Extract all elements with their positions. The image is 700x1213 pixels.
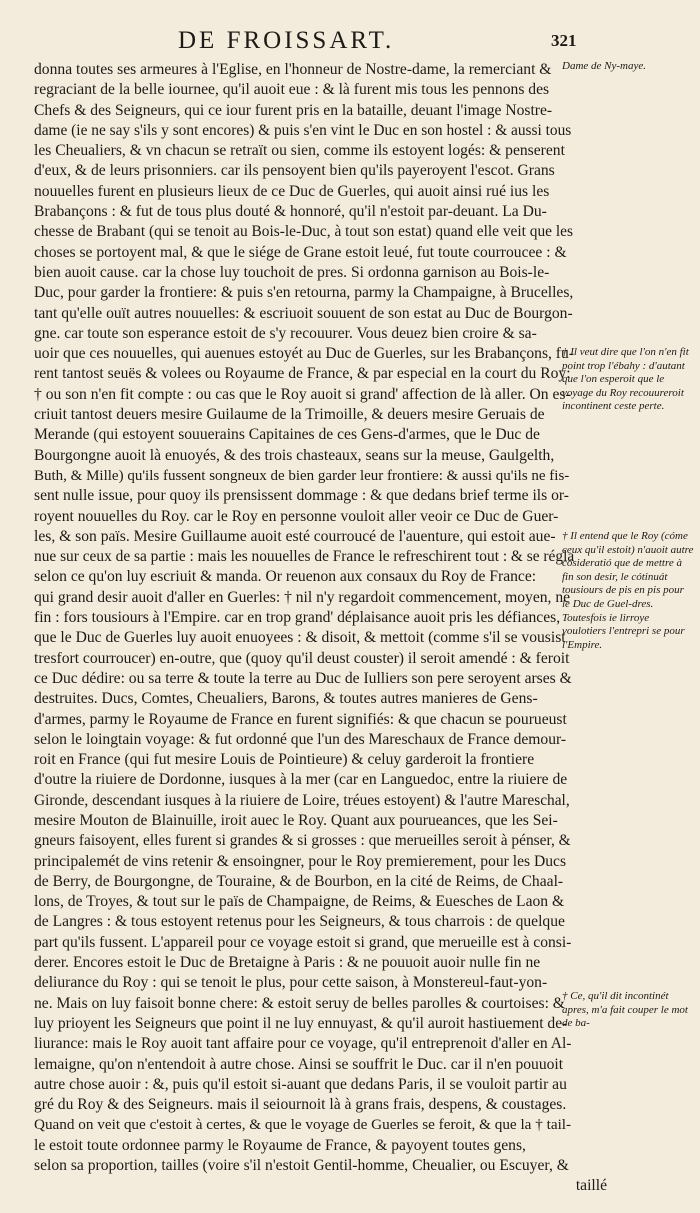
text-line: † ou son n'en fit compte : ou cas que le Roy auoit si grand' affection de là aller. On es- [34, 385, 571, 403]
text-line: luy prioyent les Seigneurs que point il ne luy ennuyast, & qu'il auroit hastiuement de- [34, 1014, 568, 1032]
margin-note: † Ce, qu'il dit incontinét apres, m'a fait couper le mot de ba- [562, 990, 688, 1030]
text-line: royent nouuelles du Roy. car le Roy en personne vouloit aller veoir ce Duc de Guer- [34, 507, 559, 525]
text-line: derer. Encores estoit le Duc de Bretaigne à Paris : & ne pouuoit auoir nulle fin ne [34, 954, 541, 972]
text-line: gne. car toute son esperance estoit de s'y recouurer. Vous deuez bien croire & sa- [34, 324, 537, 342]
text-line: selon ce qu'on luy escriuit & manda. Or reuenon aux consaux du Roy de France: [34, 568, 537, 586]
text-line: roit en France (qui fut mesire Louis de Pointieure) & celuy garderoit la frontiere [34, 751, 535, 769]
margin-note: Dame de Ny-maye. [562, 60, 646, 72]
text-line: gré du Roy & des Seigneurs. mais il seiournoit là à grans frais, despens, & coustages. [34, 1096, 567, 1114]
text-line: selon sa proportion, tailles (voire s'il n'estoit Gentil-homme, Cheualier, ou Escuyer, & [34, 1157, 569, 1175]
text-line: principalemét de vins retenir & ensoingner, pour le Roy premierement, pour les Ducs [34, 852, 567, 870]
text-line: autre chose auoir : &, puis qu'il estoit si-auant que dedans Paris, il se vouloit partir au [34, 1075, 567, 1093]
text-line: dame (ie ne say s'ils y sont encores) & puis s'en vint le Duc en son hostel : & aussi tous [34, 121, 572, 139]
text-line: tant qu'elle ouït autres nouuelles: & escriuoit souuent de son estat au Duc de Bourgon- [34, 304, 573, 322]
text-line: Merande (qui estoyent souuerains Capitaines de ces Gens-d'armes, que le Duc de [34, 426, 540, 444]
text-line: Duc, pour garder la frontiere: & puis s'en retourna, parmy la Champaigne, à Brucelles, [34, 284, 574, 302]
text-line: de Langres : & tous estoyent retenus pour les Seigneurs, & tous charrois : de quelque [34, 913, 565, 931]
text-line: tresfort courroucer) en-outre, que (quoy qu'il deust couster) il seroit amendé : & feroit [34, 649, 570, 667]
text-line: lemaigne, qu'on n'entendoit à autre chose. Ainsi se souffrit le Duc. car il n'en pouuoit [34, 1055, 564, 1073]
text-line: choses se portoyent mal, & que le siége de Grane estoit leué, fut toute courroucee : & [34, 243, 567, 261]
text-line: ne. Mais on luy faisoit bonne chere: & estoit seruy de belles parolles & courtoises: & [34, 994, 565, 1012]
text-line: gneurs faisoyent, elles furent si grandes & si grosses : que merueilles seroit à pénser, & [34, 832, 571, 850]
text-line: selon le loingtain voyage: & fut ordonné que l'un des Mareschaux de France demour- [34, 730, 567, 748]
text-line: Chefs & des Seigneurs, qui ce iour furent pris en la bataille, deuant l'image Nostre- [34, 101, 553, 119]
text-line: liurance: mais le Roy auoit tant affaire pour ce voyage, qu'il entreprenoit d'aller en Al- [34, 1035, 572, 1053]
text-line: rent tantost seuës & volees ou Royaume de France, & par especial en la court du Roy: [34, 365, 571, 383]
text-line: Bourgongne auoit là enuoyés, & des trois chasteaux, seans sur la meuse, Gaulgelth, [34, 446, 555, 464]
running-title: DE FROISSART. [178, 27, 395, 54]
text-line: sent nulle issue, pour quoy ils prensissent dommage : & que dedans brief terme ils or- [34, 487, 569, 505]
text-line: nue sur ceux de sa partie : mais les nouuelles de France le refreschirent tout : & se régla [34, 548, 574, 566]
text-line: Brabançons : & fut de tous plus douté & honnoré, qu'il n'estoit par-deuant. La Du- [34, 203, 547, 221]
page-number: 321 [551, 31, 577, 50]
margin-note: † Il veut dire que l'on n'en fit point trop l'ébahy : d'autant que l'on esperoit que le voyage du Roy recouureroit incontinent ceste perte. [562, 346, 689, 413]
text-line: d'outre la riuiere de Dordonne, iusques à la mer (car en Languedoc, entre la riuiere de [34, 771, 568, 789]
text-line: deliurance du Roy : qui se tenoit le plus, pour cette saison, à Monstereul-faut-yon- [34, 974, 548, 992]
text-line: chesse de Brabant (qui se tenoit au Bois-le-Duc, à tout son estat) quand elle veit que les [34, 223, 573, 241]
text-line: d'eux, & de leurs prisonniers. car ils pensoyent bien qu'ils payeroyent l'escot. Grans [34, 162, 555, 180]
text-line: Gironde, descendant iusques à la riuiere de Loire, tréues estoyent) & l'autre Mareschal, [34, 791, 570, 809]
text-line: destruites. Ducs, Comtes, Cheualiers, Barons, & toutes autres manieres de Gens- [34, 690, 538, 708]
text-line: nouuelles furent en plusieurs lieux de ce Duc de Guerles, qui auoit ainsi rué ius les [34, 182, 550, 200]
text-line: bien auoit cause. car la chose luy touchoit de pres. Si ordonna garnison au Bois-le- [34, 263, 550, 281]
text-line: uoir que ces nouuelles, qui auenues estoyét au Duc de Guerles, sur les Brabançons, fu- [34, 345, 574, 363]
text-line: donna toutes ses armeures à l'Eglise, en l'honneur de Nostre-dame, la remerciant & [34, 61, 552, 78]
text-line: lons, de Troyes, & tout sur le païs de Champaigne, de Reims, & Euesches de Laon & [34, 893, 565, 911]
margin-note: † Il entend que le Roy (cóme ceux qu'il estoit) n'auoit autre cósideratió que de mettre à fin son desir, le cótinuát tousiours de pis en pis pour le Duc de Guel-dres. Toutesfois ie lirroye voulotiers l'entrepri se pour l'Empire. [562, 530, 694, 651]
text-line: les Cheualiers, & vn chacun se retraït ou sien, comme ils estoyent logés: & penserent [34, 142, 565, 160]
text-line: taillé [575, 1177, 607, 1195]
text-line: d'armes, parmy le Royaume de France en furent signifiés: & que chacun se pourueust [34, 710, 567, 728]
text-line: Quand on veit que c'estoit à certes, & que le voyage de Guerles se feroit, & que la † tail- [34, 1116, 572, 1134]
text-line: de Berry, de Bourgongne, de Touraine, & de Bourbon, en la cité de Reims, de Chaal- [34, 872, 564, 890]
text-line: criuit tantost deuers mesire Guilaume de la Trimoille, & deuers mesire Geruais de [34, 406, 545, 424]
text-line: ce Duc dédire: ou sa terre & toute la terre au Duc de Iulliers son pere seroyent arses & [34, 669, 572, 687]
text-line: part qu'ils fussent. L'appareil pour ce voyage estoit si grand, que merueille est à consi- [34, 933, 572, 951]
text-line: mesire Mouton de Blainuille, iroit auec le Roy. Quant aux pourueances, que les Sei- [34, 811, 558, 829]
text-line: regraciant de la belle iournee, qu'il auoit eue : & là furent mis tous les pennons des [34, 81, 550, 99]
text-line: qui grand desir auoit d'aller en Guerles: † nil n'y regardoit commencement, moyen, ne [34, 588, 571, 606]
text-line: fin : fors tousiours à l'Empire. car en trop grand' déplaisance auoit pris les défiances, [34, 609, 561, 627]
text-line: que le Duc de Guerles luy auoit enuoyees : & disoit, & mettoit (comme s'il se vousist [34, 629, 566, 647]
text-line: Buth, & Mille) qu'ils fussent songneux de bien garder leur frontiere: & aussi qu'ils ne fis- [34, 467, 570, 484]
text-line: les, & son païs. Mesire Guillaume auoit esté courroucé de l'auenture, qui estoit aue- [34, 527, 556, 545]
text-line: le estoit toute ordonnee parmy le Royaume de France, & payoyent toutes gens, [34, 1136, 526, 1154]
